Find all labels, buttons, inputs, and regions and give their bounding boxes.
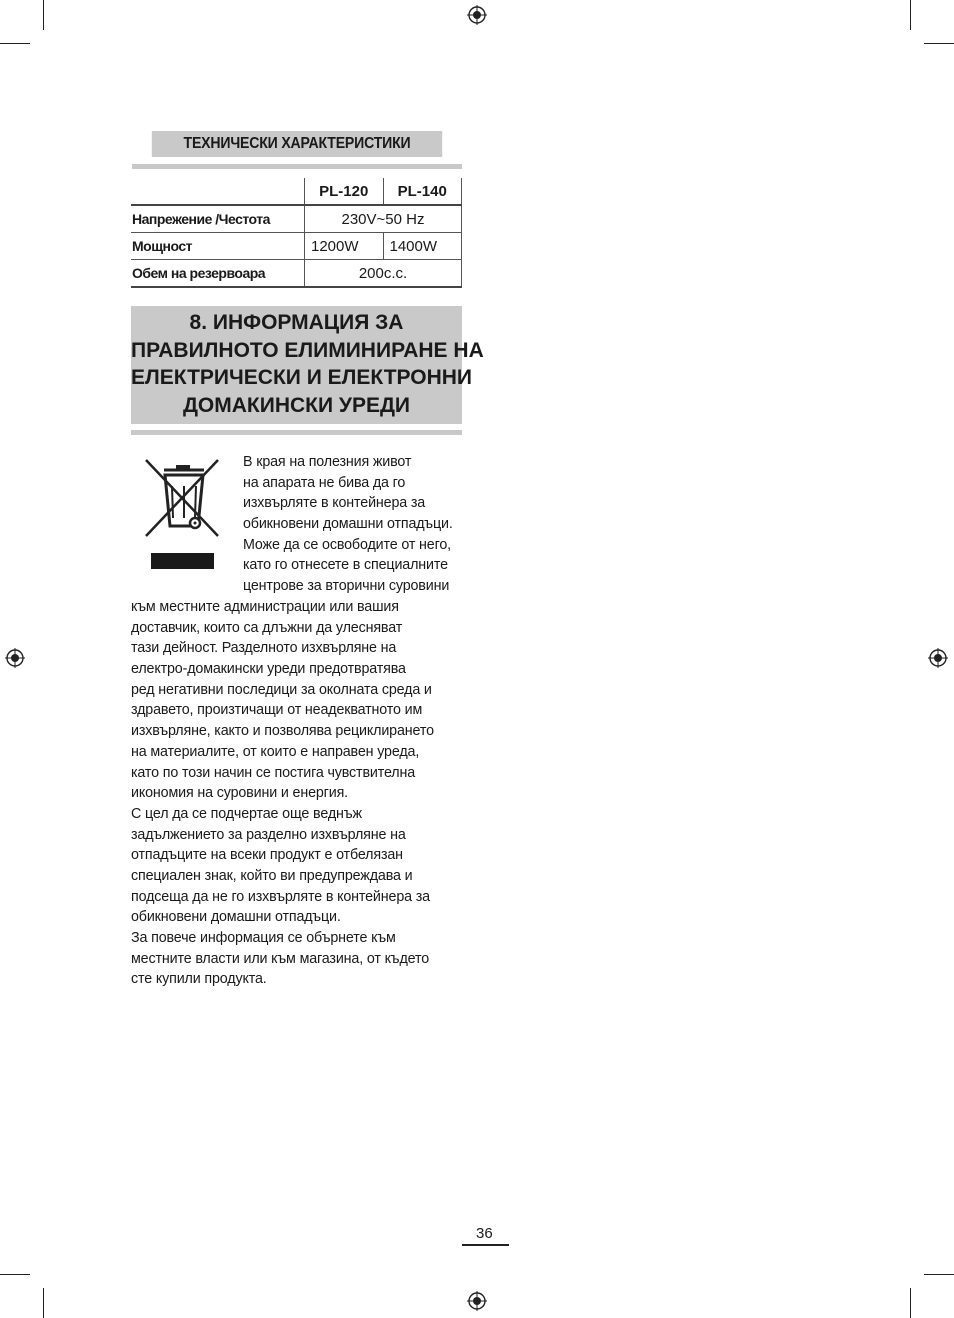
text-line: здравето, произтичащи от неадекватното им <box>131 702 423 719</box>
section-title-line: 8. ИНФОРМАЦИЯ ЗА <box>189 311 404 334</box>
text-line: ред негативни последици за околната среда и <box>131 681 432 698</box>
text-line: доставчик, които са длъжни да улесняват <box>131 619 403 636</box>
crop-mark <box>0 43 30 44</box>
page-number: 36 <box>476 1225 493 1242</box>
column-header: PL-140 <box>383 178 462 205</box>
crop-mark <box>910 1288 911 1318</box>
text-line: изхвърляне, както и позволява рециклирането <box>131 723 434 740</box>
crossed-out-wheelie-bin-icon <box>140 456 224 572</box>
text-line: изхвърляте в контейнера за <box>243 495 426 512</box>
text-line: към местните администрации или вашия <box>131 599 399 615</box>
section-title <box>131 309 484 419</box>
text-line: на апарата не бива да го <box>243 474 406 491</box>
paragraph-intro <box>243 452 453 597</box>
text-line: центрове за вторични суровини <box>243 578 450 595</box>
text-line: отпадъците на всеки продукт е отбелязан <box>131 847 403 864</box>
text-line: като по този начин се постига чувствителна <box>131 764 416 781</box>
divider <box>132 164 462 169</box>
table-row <box>131 178 462 205</box>
text-line: обикновени домашни отпадъци. <box>131 909 341 926</box>
text-line: обикновени домашни отпадъци. <box>243 516 453 533</box>
tech-heading: ТЕХНИЧЕСКИ ХАРАКТЕРИСТИКИ <box>152 131 442 157</box>
section-title-line: ПРАВИЛНОТО ЕЛИМИНИРАНЕ НА <box>131 338 484 362</box>
table-cell <box>131 178 305 205</box>
table-row <box>131 260 462 288</box>
table-cell: 200c.c. <box>305 260 462 288</box>
section-title-line: ДОМАКИНСКИ УРЕДИ <box>182 393 411 417</box>
crop-mark <box>43 0 44 30</box>
row-label: Обем на резервоара <box>131 260 305 288</box>
table-cell: 230V~50 Hz <box>305 205 462 233</box>
text-line: на материалите, от които е направен уреда, <box>131 743 420 760</box>
column-header: PL-120 <box>305 178 384 205</box>
text-line: местните власти или към магазина, от където <box>131 950 430 967</box>
table-cell: 1400W <box>383 233 462 260</box>
crop-mark <box>924 43 954 44</box>
registration-mark-icon <box>467 5 487 25</box>
text-line: подсеща да не го изхвърляте в контейнера за <box>131 888 430 905</box>
crop-mark <box>924 1274 954 1275</box>
text-line: задължението за разделно изхвърляне на <box>131 826 406 843</box>
text-line: тази дейност. Разделното изхвърляне на <box>131 640 397 657</box>
text-line: икономия на суровини и енергия. <box>131 785 348 802</box>
table-cell: 1200W <box>305 233 384 260</box>
text-line: електро-домакински уреди предотвратява <box>131 661 406 678</box>
spec-table <box>131 178 462 288</box>
text-line: като го отнесете в специалните <box>243 557 448 574</box>
page-number-rule <box>462 1244 509 1246</box>
crop-mark <box>910 0 911 30</box>
table-row <box>131 233 462 260</box>
registration-mark-icon <box>5 648 25 668</box>
crop-mark <box>43 1288 44 1318</box>
text-line: За повече информация се обърнете към <box>131 930 396 946</box>
paragraph-body <box>131 597 434 990</box>
text-line: В края на полезния живот <box>243 454 412 470</box>
row-label: Напрежение /Честота <box>131 205 305 233</box>
section-title-line: ЕЛЕКТРИЧЕСКИ И ЕЛЕКТРОННИ <box>131 366 473 389</box>
text-line: Може да се освободите от него, <box>243 536 451 553</box>
table-row <box>131 205 462 233</box>
crop-mark <box>0 1274 30 1275</box>
text-line: специален знак, който ви предупреждава и <box>131 867 413 884</box>
registration-mark-icon <box>928 648 948 668</box>
text-line: сте купили продукта. <box>131 971 267 988</box>
registration-mark-icon <box>467 1291 487 1311</box>
divider <box>131 430 462 435</box>
row-label: Мощност <box>131 233 305 260</box>
text-line: С цел да се подчертае още веднъж <box>131 805 362 822</box>
